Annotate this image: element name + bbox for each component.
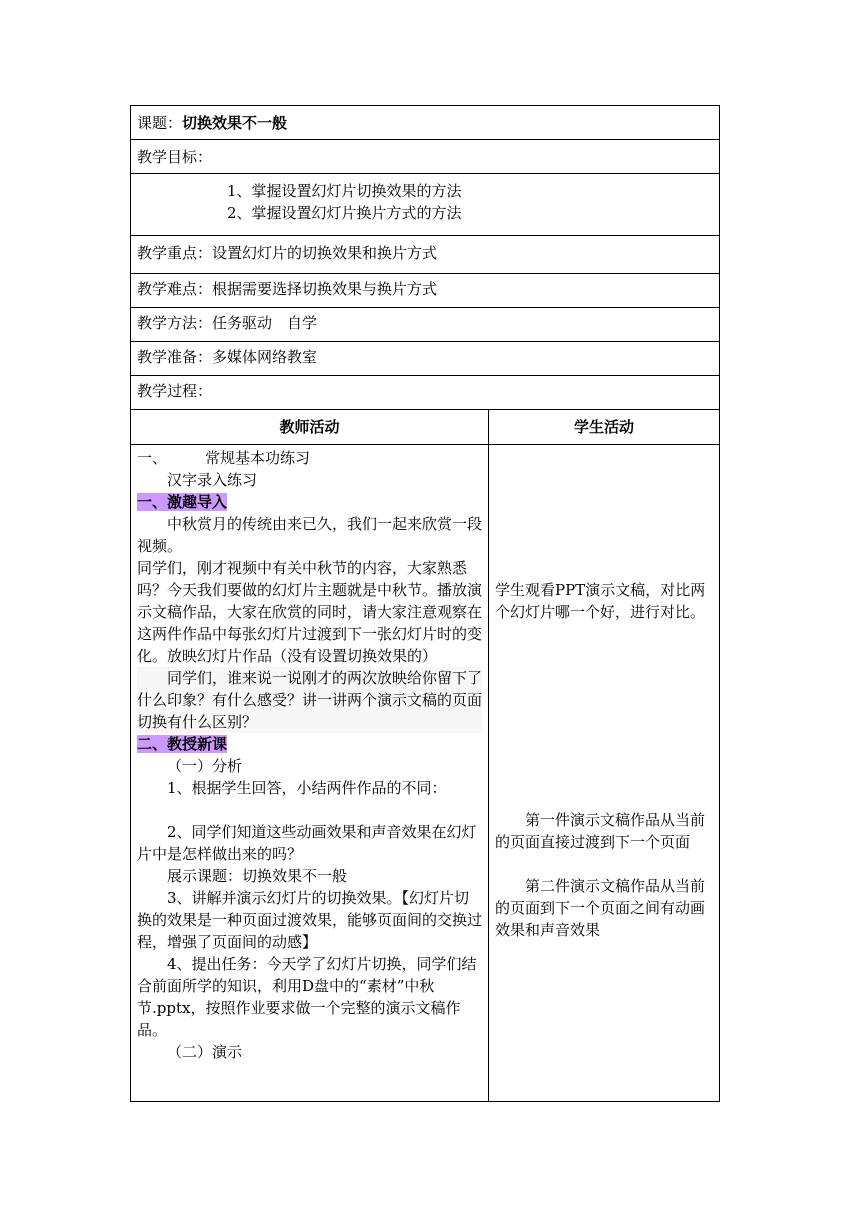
analysis-item-1: 1、根据学生回答，小结两件作品的不同： [167,779,447,797]
student-compare-2: 第二件演示文稿作品从当前的页面到下一个页面之间有动画效果和声音效果 [495,877,706,939]
analysis-item-3: 3、讲解并演示幻灯片的切换效果。【幻灯片切换的效果是一种页面过渡效果，能够页面间的交换过程，增强了页面间的动感】 [137,889,483,951]
title-row [131,106,719,140]
heading-new-lesson: 二、教授新课 [137,735,228,753]
methods: 教学方法：任务驱动 自学 [137,314,318,332]
subsection-analysis: （一）分析 [167,757,243,775]
section-number: 一、 [137,449,168,467]
heading-intro: 一、激趣导入 [137,493,228,511]
student-observe: 学生观看PPT演示文稿，对比两个幻灯片哪一个好，进行对比。 [495,581,706,621]
student-compare-1: 第一件演示文稿作品从当前的页面直接过渡到下一个页面 [495,811,706,851]
goals-row [131,174,719,236]
typing-practice: 汉字录入练习 [167,471,258,489]
section-warmup [137,447,482,469]
title-label: 课题： [137,114,183,132]
intro-paragraph: 中秋赏月的传统由来已久，我们一起来欣赏一段视频。 [137,515,483,555]
methods-row [131,308,719,342]
student-header: 学生活动 [573,418,634,436]
analysis-item-2: 2、同学们知道这些动画效果和声音效果在幻灯片中是怎样做出来的吗？ [137,823,477,863]
process: 教学过程： [137,382,213,400]
intro-paragraph-2: 同学们，刚才视频中有关中秋节的内容，大家熟悉吗？今天我们要做的幻灯片主题就是中秋节。播放演示文稿作品，大家在欣赏的同时，请大家注意观察在这两件作品中每张幻灯片过渡到下一张幻灯片时的变化。放映幻灯片作品（没有设置切换效果的） [137,559,483,665]
goal-item: 2、掌握设置幻灯片换片方式的方法 [227,204,462,222]
analysis-item-2b: 展示课题：切换效果不一般 [167,867,348,885]
student-column [489,445,719,1101]
goals-label-row [131,140,719,174]
goal-item: 1、掌握设置幻灯片切换效果的方法 [227,182,462,200]
analysis-item-4: 4、提出任务：今天学了幻灯片切换，同学们结合前面所学的知识，利用D盘中的“素材”中秋节.pptx，按照作业要求做一个完整的演示文稿作品。 [137,955,477,1039]
key-points: 教学重点：设置幻灯片的切换效果和换片方式 [137,244,438,262]
activity-columns [131,445,719,1101]
process-row [131,376,719,410]
preparation: 教学准备：多媒体网络教室 [137,348,318,366]
difficulties: 教学难点：根据需要选择切换效果与换片方式 [137,280,438,298]
intro-paragraph-3: 同学们，谁来说一说刚才的两次放映给你留下了什么印象？有什么感受？讲一讲两个演示文稿的页面切换有什么区别？ [137,669,483,731]
lesson-title: 切换效果不一般 [182,114,288,132]
lesson-plan-table [130,105,720,1102]
teacher-column [131,445,489,1101]
section-title: 常规基本功练习 [205,449,311,467]
activity-header [131,410,719,445]
preparation-row [131,342,719,376]
key-points-row [131,236,719,274]
subsection-demo: （二）演示 [167,1043,243,1061]
goals-label: 教学目标： [137,148,213,166]
difficulties-row [131,274,719,308]
teacher-header: 教师活动 [131,410,489,444]
